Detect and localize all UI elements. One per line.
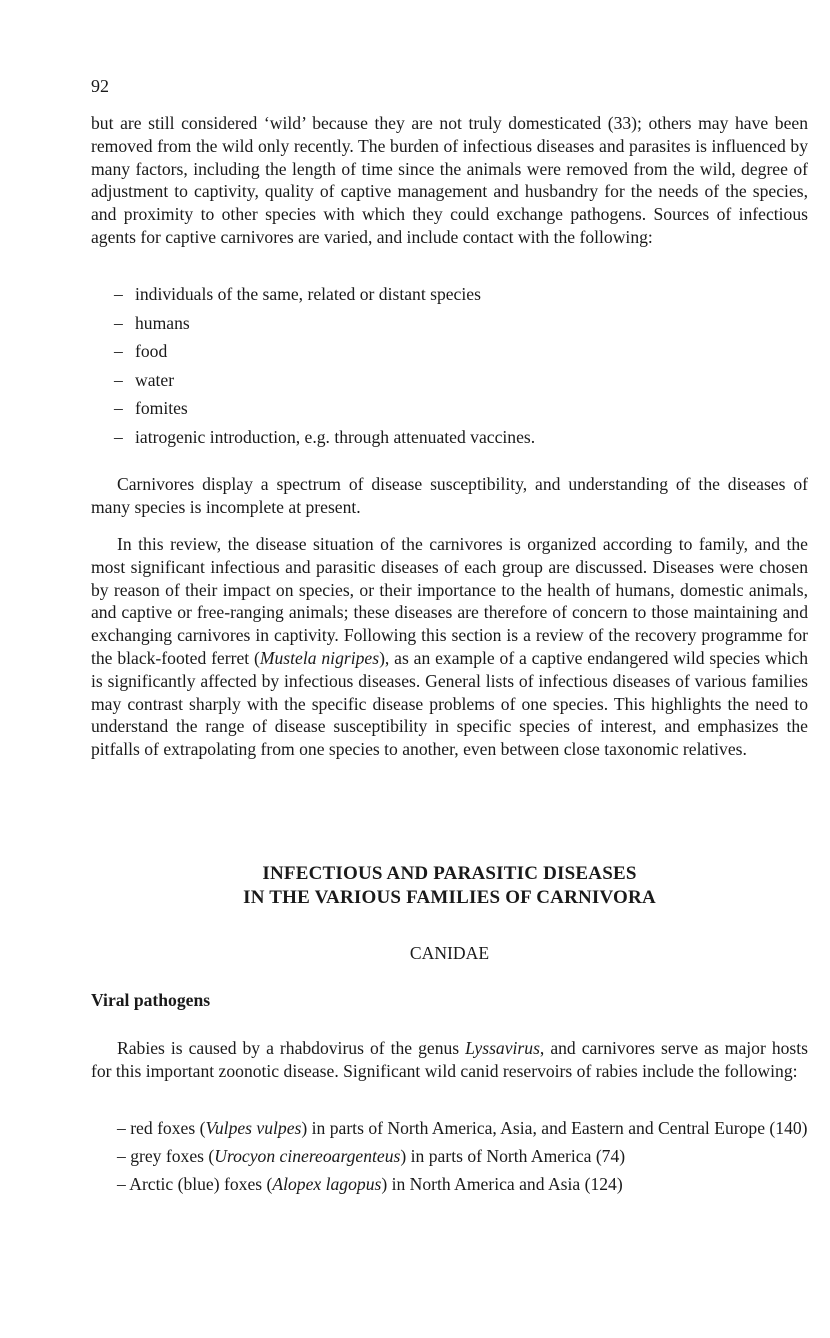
rabies-text-1: Rabies is caused by a rhabdovirus of the genus	[117, 1038, 466, 1058]
list-item-text: ) in North America and Asia (124)	[381, 1173, 623, 1194]
list-item-text: red foxes (	[130, 1118, 206, 1138]
list-item-text: grey foxes (	[130, 1145, 215, 1166]
list-dash: –	[114, 341, 123, 361]
intro-paragraph: but are still considered ‘wild’ because they are not truly domesticated (33); others may have been removed from the wild only recently. The burden of infectious diseases and parasites is influenced by many factors, including the length of time since the animals were removed from the wild, degree of adjustment to captivity, quality of captive management and husbandry for the needs of the species, and proximity to other species with which they could exchange pathogens. Sources of infectious agents for captive carnivores are varied, and include contact with the following:	[91, 113, 808, 247]
list-item-text: iatrogenic introduction, e.g. through attenuated vaccines.	[135, 426, 536, 447]
review-text-1: In this review, the disease situation of the carnivores is organized according to family, and the most significant infectious and parasitic diseases of each group are discussed. Diseases were chosen by reason of their impact on species, or their importance to the health of humans, domestic animals, and captive or free-ranging animals; these diseases are therefore of concern to those maintaining and exchanging carnivores in captivity. Following this section is a review of the recovery programme for the black-footed ferret (	[91, 534, 808, 668]
rabies-paragraph	[91, 1037, 808, 1083]
sources-list	[91, 283, 808, 454]
list-item-text: individuals of the same, related or distant species	[135, 284, 481, 304]
list-dash: –	[117, 1173, 126, 1194]
section-heading-line-2: IN THE VARIOUS FAMILIES OF CARNIVORA	[243, 887, 656, 908]
list-item	[91, 397, 808, 426]
list-dash: –	[117, 1118, 126, 1138]
list-item	[91, 340, 808, 369]
list-dash: –	[117, 1145, 126, 1166]
list-dash: –	[114, 284, 123, 304]
species-name: Mustela nigripes	[259, 647, 380, 668]
list-item	[91, 312, 808, 341]
genus-name: Lyssavirus	[465, 1038, 540, 1058]
susceptibility-paragraph: Carnivores display a spectrum of disease susceptibility, and understanding of the diseases of many species is incomplete at present.	[91, 474, 808, 517]
species-name: Urocyon cinereoargenteus	[214, 1145, 401, 1166]
section-heading	[91, 862, 808, 910]
review-paragraph	[91, 533, 808, 761]
list-item	[91, 426, 808, 455]
list-dash: –	[114, 312, 123, 333]
page-number: 92	[91, 76, 109, 96]
list-item-text: humans	[135, 312, 190, 333]
review-text-2: ), as an example of a captive endangered wild species which is significantly affected by infectious diseases. General lists of infectious diseases of various families may contrast sharply with the specific disease problems of one species. This highlights the need to understand the range of disease susceptibility in specific species of interest, and emphasizes the pitfalls of extrapolating from one species to another, even between close taxonomic relatives.	[91, 647, 808, 760]
list-item-text: Arctic (blue) foxes (	[129, 1173, 273, 1194]
list-item	[91, 283, 808, 312]
list-item	[91, 1173, 808, 1196]
list-dash: –	[114, 426, 123, 447]
list-item-text: fomites	[135, 398, 188, 418]
species-name: Vulpes vulpes	[205, 1118, 302, 1138]
list-item-text: food	[135, 341, 168, 361]
list-item-text: ) in parts of North America (74)	[400, 1145, 626, 1166]
list-item-text: water	[135, 369, 175, 390]
section-heading-line-1: INFECTIOUS AND PARASITIC DISEASES	[262, 863, 637, 884]
rabies-text-2: , and carnivores serve as major hosts for this important zoonotic disease. Significant wild canid reservoirs of rabies include the following:	[91, 1038, 809, 1081]
species-name: Alopex lagopus	[272, 1173, 382, 1194]
subheading: Viral pathogens	[91, 990, 211, 1010]
list-dash: –	[114, 398, 123, 418]
rabies-reservoir-list	[91, 1117, 808, 1195]
list-item	[91, 1117, 808, 1140]
list-item-text: ) in parts of North America, Asia, and Eastern and Central Europe (140)	[301, 1118, 808, 1138]
list-item	[91, 1145, 808, 1168]
list-dash: –	[114, 369, 123, 390]
family-heading: CANIDAE	[409, 943, 490, 963]
list-item	[91, 369, 808, 398]
